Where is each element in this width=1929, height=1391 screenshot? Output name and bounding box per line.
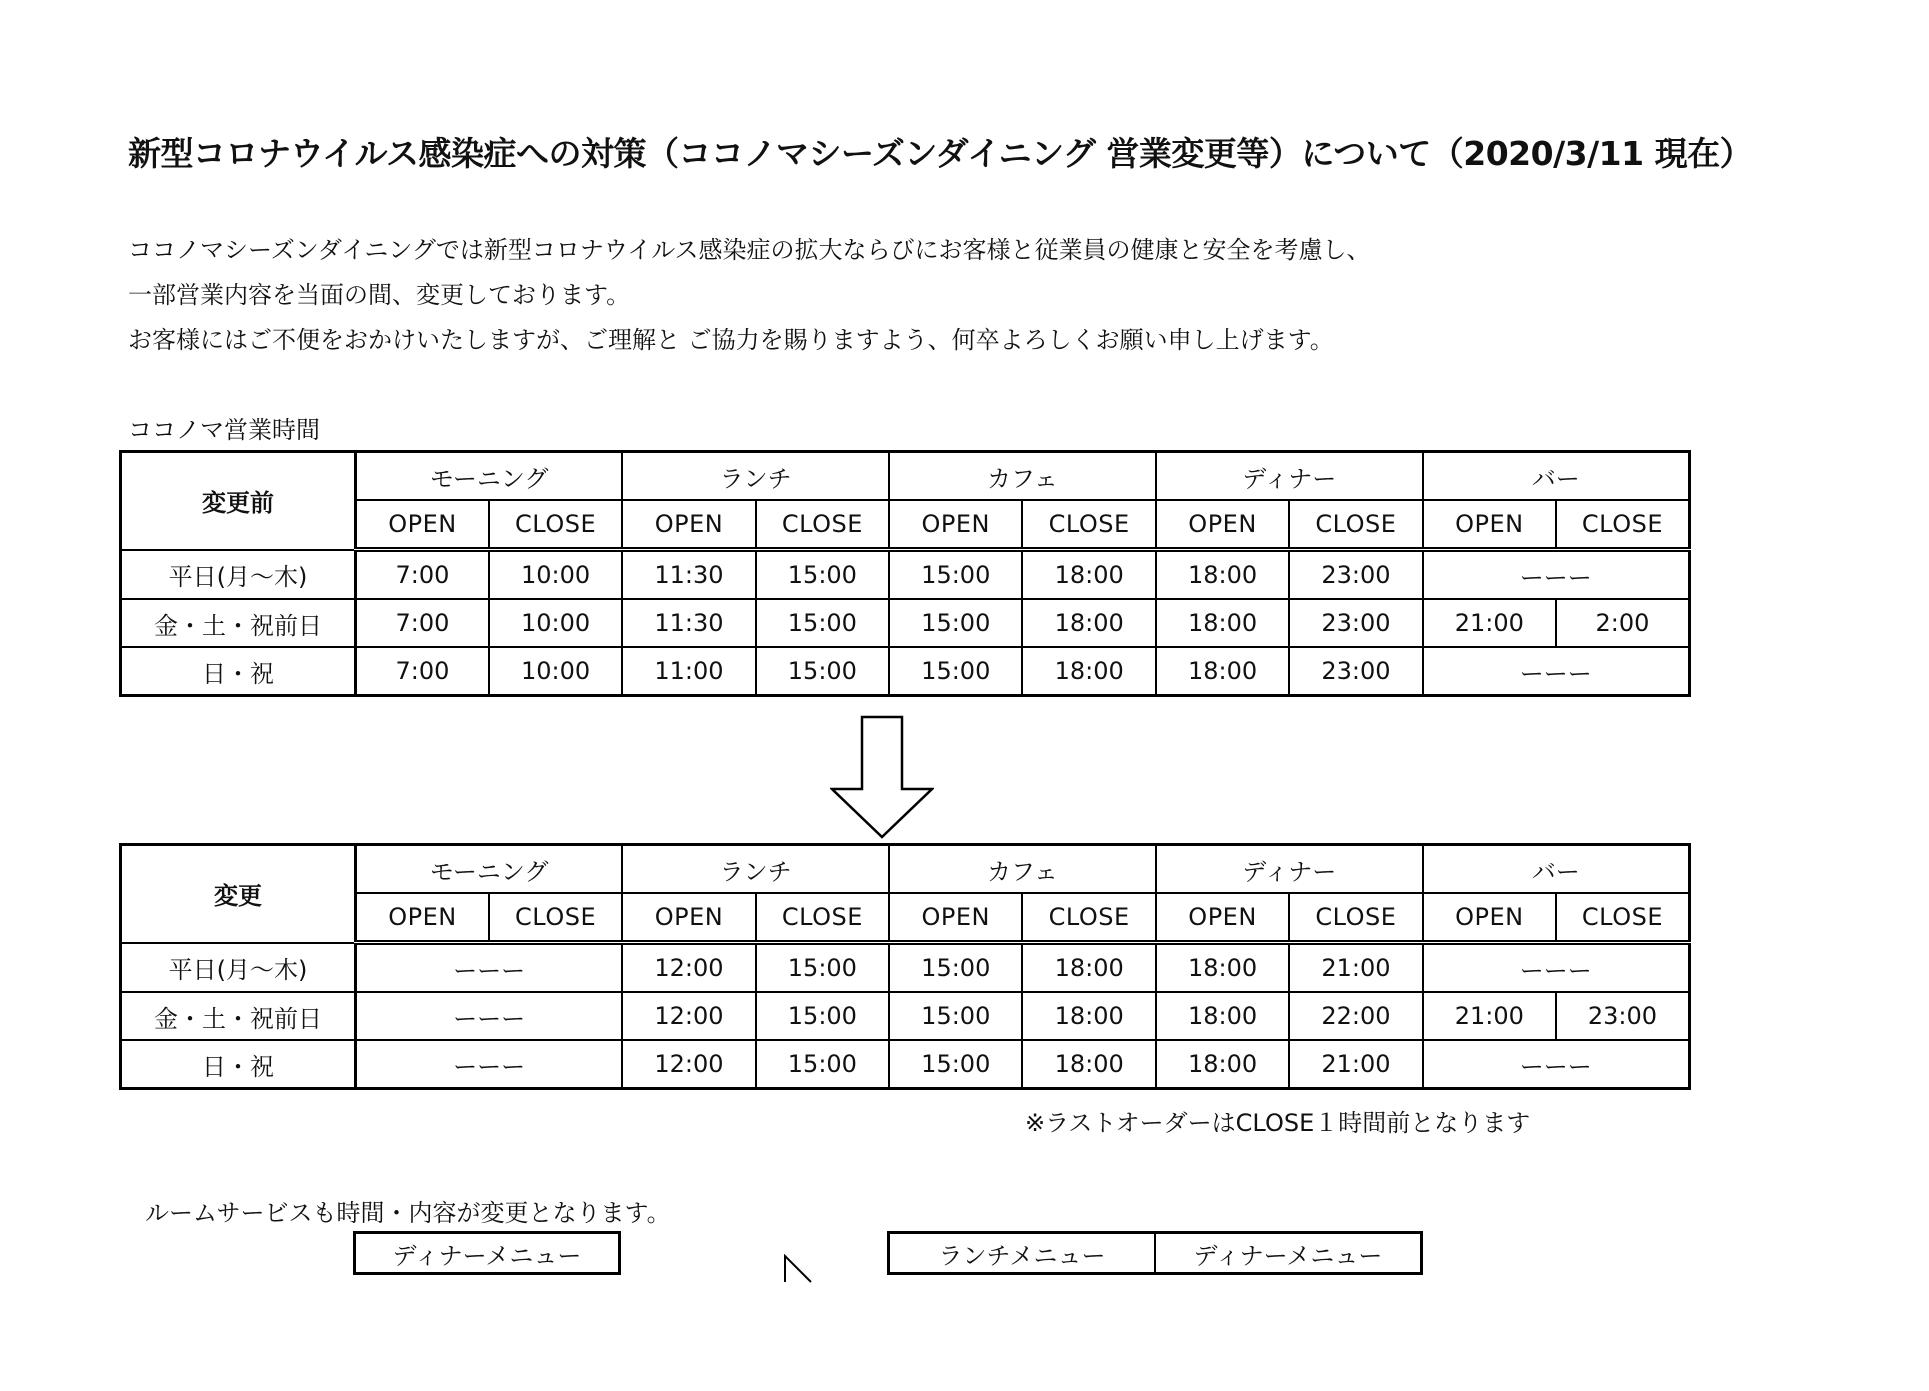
dinner-close-time: 21:00 [1289,1040,1422,1089]
bar-open-time: 21:00 [1423,599,1556,647]
morning-closed-cell: ーーー [356,943,623,993]
meal-header: モーニング [356,845,623,894]
meal-header: ディナー [1156,452,1423,501]
open-header: OPEN [1156,893,1289,943]
cafe-close-time: 18:00 [1022,647,1155,696]
lunch-open-time: 12:00 [622,1040,755,1089]
dinner-close-time: 23:00 [1289,647,1422,696]
room-service-menu-right [887,1231,1423,1275]
lunch-open-time: 11:00 [622,647,755,696]
open-header: OPEN [889,500,1022,550]
bar-closed-cell: ーーー [1423,550,1690,600]
morning-close-time: 10:00 [489,599,622,647]
intro-text [128,228,1370,363]
open-close-header-row [121,500,1690,550]
page-title: 新型コロナウイルス感染症への対策（ココノマシーズンダイニング 営業変更等）について（2020/3/11 現在） [128,134,1753,173]
close-header: CLOSE [1556,893,1689,943]
cafe-close-time: 18:00 [1022,1040,1155,1089]
open-header: OPEN [356,893,489,943]
dinner-open-time: 18:00 [1156,550,1289,600]
dinner-open-time: 18:00 [1156,1040,1289,1089]
day-label: 金・土・祝前日 [121,992,356,1040]
bar-close-time: 23:00 [1556,992,1689,1040]
open-header: OPEN [1156,500,1289,550]
morning-closed-cell: ーーー [356,1040,623,1089]
bar-closed-cell: ーーー [1423,647,1690,696]
close-header: CLOSE [1556,500,1689,550]
lunch-menu-link[interactable]: ランチメニュー [938,1241,1106,1270]
last-order-note: ※ラストオーダーはCLOSE１時間前となります [1025,1109,1531,1137]
table-row [121,943,1690,993]
hours-caption: ココノマ営業時間 [128,416,320,444]
bar-close-time: 2:00 [1556,599,1689,647]
open-header: OPEN [356,500,489,550]
morning-open-time: 7:00 [356,647,489,696]
day-label: 平日(月～木) [121,550,356,600]
cafe-close-time: 18:00 [1022,550,1155,600]
open-header: OPEN [1423,500,1556,550]
intro-line: 一部営業内容を当面の間、変更しております。 [128,281,631,309]
meal-header-row [121,452,1690,501]
table-row [121,550,1690,600]
close-header: CLOSE [489,893,622,943]
dinner-close-time: 23:00 [1289,599,1422,647]
lunch-close-time: 15:00 [756,992,889,1040]
down-arrow-icon [830,715,934,839]
intro-line: ココノマシーズンダイニングでは新型コロナウイルス感染症の拡大ならびにお客様と従業員の健康と安全を考慮し、 [128,236,1371,264]
cafe-open-time: 15:00 [889,992,1022,1040]
room-service-menu-left [353,1231,621,1275]
room-service-text: ルームサービスも時間・内容が変更となります。 [145,1199,671,1227]
morning-open-time: 7:00 [356,550,489,600]
meal-header: カフェ [889,452,1156,501]
cafe-open-time: 15:00 [889,550,1022,600]
after-hours-table [119,843,1691,1090]
dinner-close-time: 21:00 [1289,943,1422,993]
dinner-open-time: 18:00 [1156,647,1289,696]
day-label: 日・祝 [121,1040,356,1089]
morning-close-time: 10:00 [489,550,622,600]
lunch-close-time: 15:00 [756,599,889,647]
open-close-header-row [121,893,1690,943]
cafe-close-time: 18:00 [1022,943,1155,993]
dinner-open-time: 18:00 [1156,943,1289,993]
close-header: CLOSE [1022,500,1155,550]
cafe-open-time: 15:00 [889,599,1022,647]
dinner-open-time: 18:00 [1156,599,1289,647]
table-row [121,599,1690,647]
cafe-close-time: 18:00 [1022,992,1155,1040]
meal-header: カフェ [889,845,1156,894]
meal-header: バー [1423,845,1690,894]
meal-header: ランチ [622,452,889,501]
close-header: CLOSE [1022,893,1155,943]
day-label: 平日(月～木) [121,943,356,993]
meal-header: バー [1423,452,1690,501]
day-label: 金・土・祝前日 [121,599,356,647]
morning-close-time: 10:00 [489,647,622,696]
cafe-open-time: 15:00 [889,647,1022,696]
lunch-open-time: 12:00 [622,943,755,993]
close-header: CLOSE [756,893,889,943]
meal-header: モーニング [356,452,623,501]
open-header: OPEN [889,893,1022,943]
lunch-close-time: 15:00 [756,1040,889,1089]
table-label: 変更 [121,845,356,943]
dinner-open-time: 18:00 [1156,992,1289,1040]
intro-line: お客様にはご不便をおかけいたしますが、ご理解と ご協力を賜りますよう、何卒よろしくお願い申し上げます。 [128,326,1334,354]
table-row [121,1040,1690,1089]
table-row [121,647,1690,696]
meal-header: ディナー [1156,845,1423,894]
dinner-close-time: 23:00 [1289,550,1422,600]
mouse-cursor-icon [783,1254,813,1284]
bar-closed-cell: ーーー [1423,943,1690,993]
lunch-open-time: 11:30 [622,599,755,647]
lunch-close-time: 15:00 [756,550,889,600]
close-header: CLOSE [489,500,622,550]
cafe-open-time: 15:00 [889,943,1022,993]
meal-header-row [121,845,1690,894]
dinner-menu-link[interactable]: ディナーメニュー [392,1241,582,1270]
open-header: OPEN [622,893,755,943]
morning-open-time: 7:00 [356,599,489,647]
lunch-close-time: 15:00 [756,647,889,696]
close-header: CLOSE [756,500,889,550]
lunch-open-time: 11:30 [622,550,755,600]
cafe-open-time: 15:00 [889,1040,1022,1089]
cafe-close-time: 18:00 [1022,599,1155,647]
morning-closed-cell: ーーー [356,992,623,1040]
table-label: 変更前 [121,452,356,550]
day-label: 日・祝 [121,647,356,696]
meal-header: ランチ [622,845,889,894]
table-row [121,992,1690,1040]
before-hours-table [119,450,1691,697]
close-header: CLOSE [1289,500,1422,550]
lunch-open-time: 12:00 [622,992,755,1040]
bar-closed-cell: ーーー [1423,1040,1690,1089]
close-header: CLOSE [1289,893,1422,943]
bar-open-time: 21:00 [1423,992,1556,1040]
dinner-menu-link[interactable]: ディナーメニュー [1154,1234,1420,1272]
dinner-close-time: 22:00 [1289,992,1422,1040]
open-header: OPEN [622,500,755,550]
open-header: OPEN [1423,893,1556,943]
lunch-close-time: 15:00 [756,943,889,993]
